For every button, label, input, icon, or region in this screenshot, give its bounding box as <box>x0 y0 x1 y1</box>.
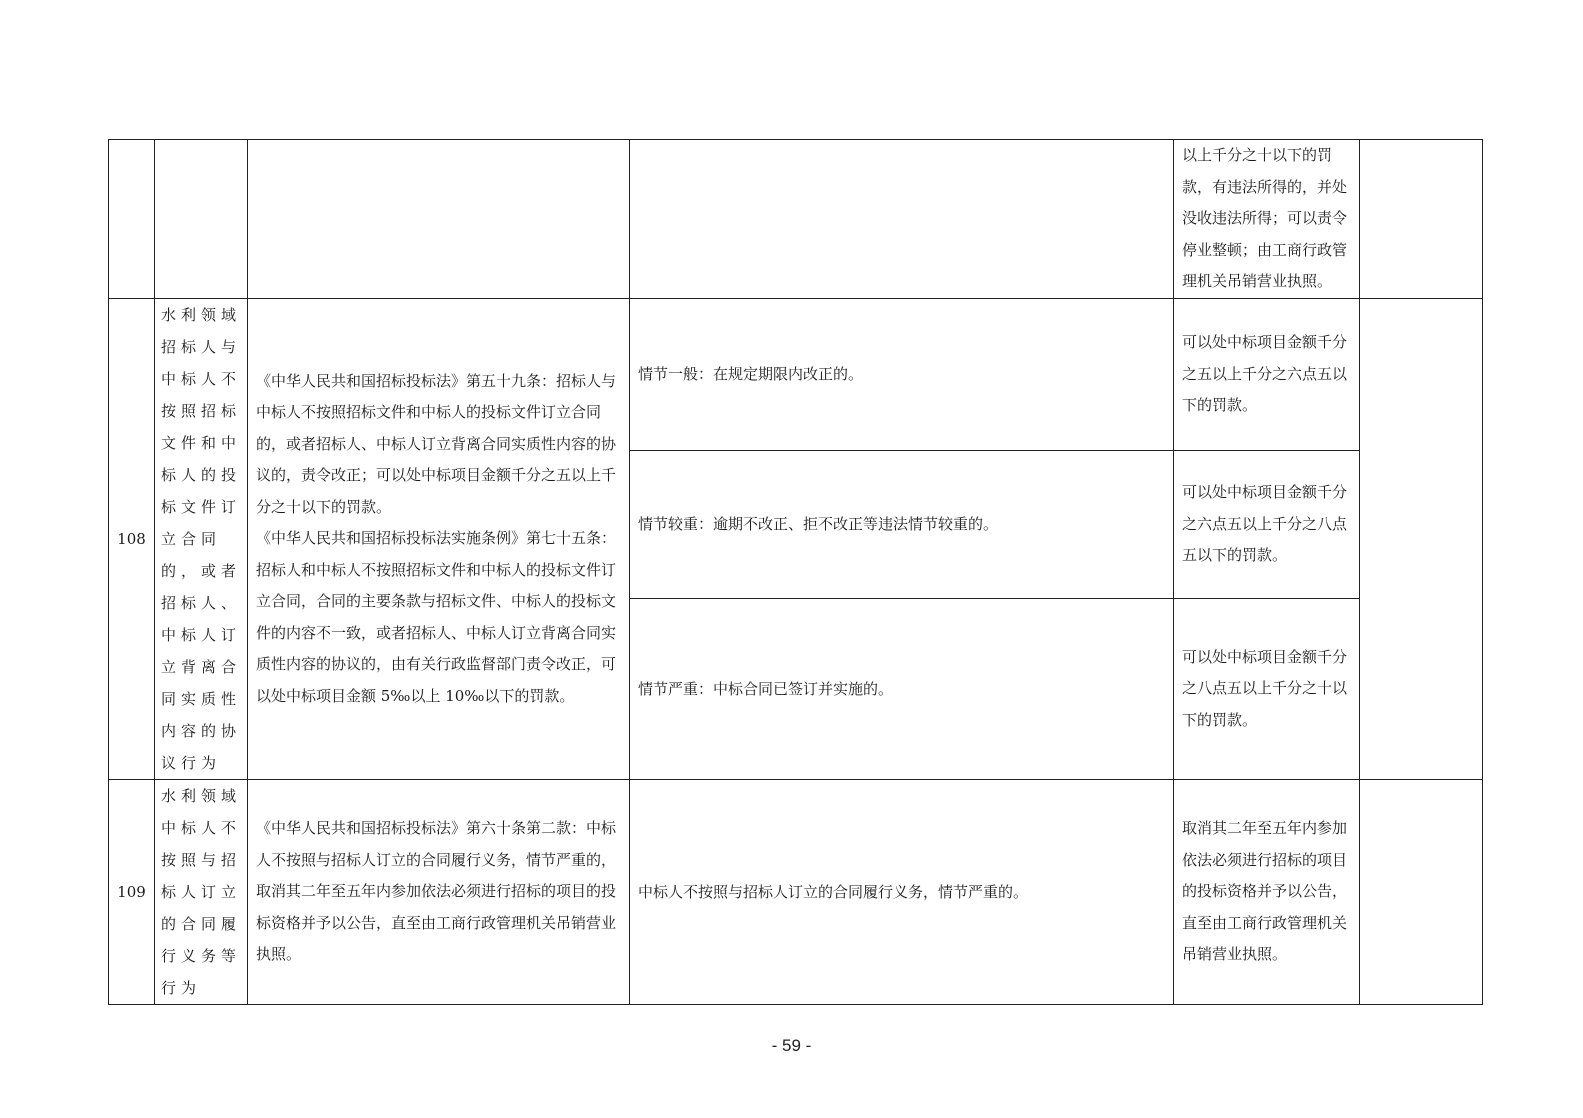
cell-circumstance: 中标人不按照与招标人订立的合同履行义务，情节严重的。 <box>630 780 1174 1005</box>
cell-circumstance-serious: 情节较重：逾期不改正、拒不改正等违法情节较重的。 <box>630 450 1174 598</box>
cell-circumstance <box>630 140 1174 299</box>
cell-penalty-standard: 取消其二年至五年内参加依法必须进行招标的项目的投标资格并予以公告，直至由工商行政管理机关吊销营业执照。 <box>1174 780 1360 1005</box>
cell-penalty-severe: 可以处中标项目金额千分之八点五以上千分之十以下的罚款。 <box>1174 599 1360 780</box>
cell-violation-behavior <box>155 140 248 299</box>
cell-violation-behavior: 水利领域中标人不按照与招标人订立的合同履行义务等行为 <box>155 780 248 1005</box>
penalty-standards-table <box>108 139 1483 1005</box>
cell-serial-number: 108 <box>109 299 155 780</box>
cell-serial-number: 109 <box>109 780 155 1005</box>
page-number: - 59 - <box>771 1036 812 1055</box>
legal-basis-text: 《中华人民共和国招标投标法》第五十九条：招标人与中标人不按照招标文件和中标人的投标文件订立合同的，或者招标人、中标人订立背离合同实质性内容的协议的，责令改正；可以处中标项目金额千分之五以上千分之十以下的罚款。 《中华人民共和国招标投标法实施条例》第七十五条：招标人和中标人不按照招标文件和中标人的投标文件订立合同，合同的主要条款与招标文件、中标人的投标文件的内容不一致，或者招标人、中标人订立背离合同实质性内容的协议的，由有关行政监督部门责令改正，可以处中标项目金额 5‰以上 10‰以下的罚款。 <box>256 371 617 705</box>
cell-penalty-standard: 以上千分之十以下的罚款，有违法所得的，并处没收违法所得；可以责令停业整顿；由工商行政管理机关吊销营业执照。 <box>1174 140 1360 299</box>
cell-legal-basis <box>248 140 630 299</box>
table-row-108 <box>109 299 1483 451</box>
cell-circumstance-general: 情节一般：在规定期限内改正的。 <box>630 299 1174 451</box>
cell-note <box>1360 780 1483 1005</box>
cell-legal-basis <box>248 299 630 780</box>
cell-circumstance-severe: 情节严重：中标合同已签订并实施的。 <box>630 599 1174 780</box>
cell-serial-number <box>109 140 155 299</box>
cell-penalty-serious: 可以处中标项目金额千分之六点五以上千分之八点五以下的罚款。 <box>1174 450 1360 598</box>
cell-note <box>1360 140 1483 299</box>
table-row-continuation <box>109 140 1483 299</box>
cell-legal-basis: 《中华人民共和国招标投标法》第六十条第二款：中标人不按照与招标人订立的合同履行义务，情节严重的，取消其二年至五年内参加依法必须进行招标的项目的投标资格并予以公告，直至由工商行政管理机关吊销营业执照。 <box>248 780 630 1005</box>
cell-violation-behavior: 水利领域招标人与中标人不按照招标文件和中标人的投标文件订立合同的，或者招标人、中标人订立背离合同实质性内容的协议行为 <box>155 299 248 780</box>
cell-note <box>1360 299 1483 780</box>
table-row-109 <box>109 780 1483 1005</box>
cell-penalty-general: 可以处中标项目金额千分之五以上千分之六点五以下的罚款。 <box>1174 299 1360 451</box>
